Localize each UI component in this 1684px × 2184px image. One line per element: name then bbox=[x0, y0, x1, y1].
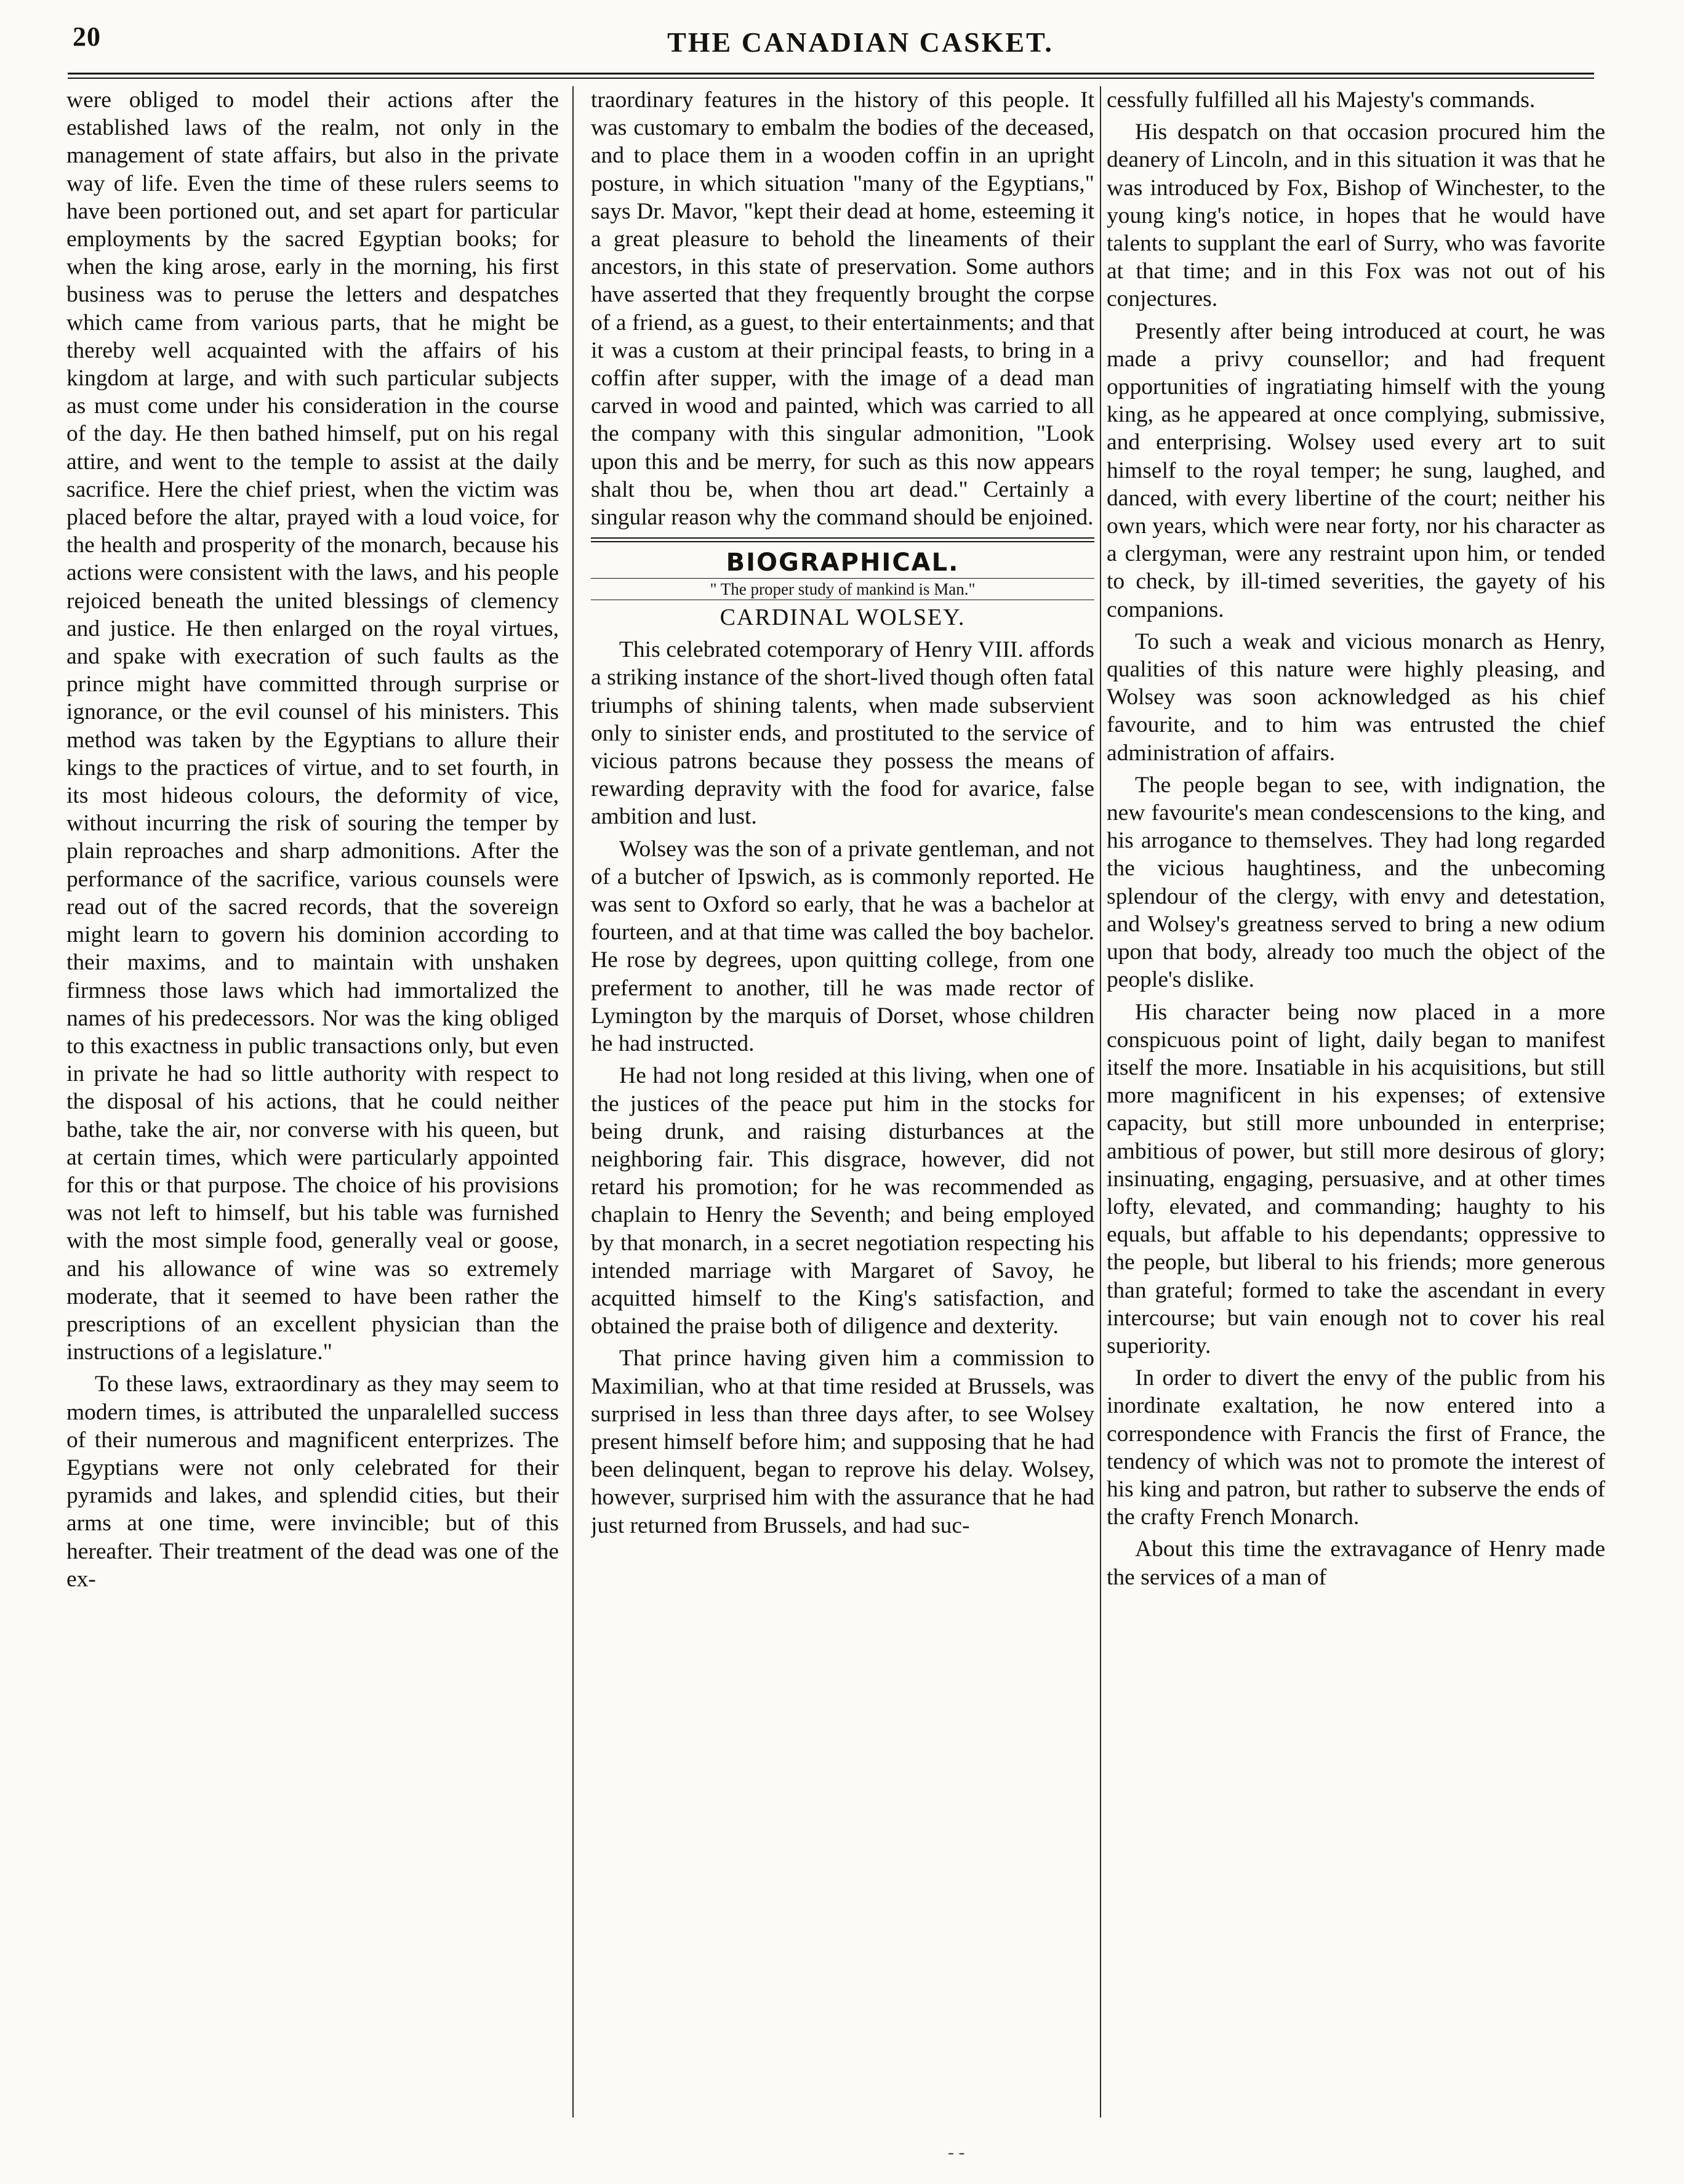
paragraph: He had not long resided at this living, when one of the justices of the peace put him in the stocks for being drunk, and raising disturbances at the neighboring fair. This disgrace, however, did not retard his promotion; for he was recommended as chaplain to Henry the Seventh; and being employed by that monarch, in a secret negotiation respecting his intended marriage with Margaret of Savoy, he acquitted himself to the King's satisfaction, and obtained the praise both of diligence and dexterity. bbox=[591, 1063, 1094, 1339]
section-rule bbox=[591, 537, 1094, 542]
paragraph: Wolsey was the son of a private gentleman, and not of a butcher of Ipswich, as is commonly reported. He was sent to Oxford so early, that he was a bachelor at fourteen, and at that time was called the boy bachelor. He rose by degrees, upon quitting college, from one preferment to another, till he was made rector of Lymington by the marquis of Dorset, whose children he had instructed. bbox=[591, 836, 1094, 1057]
section-heading: BIOGRAPHICAL. bbox=[726, 548, 960, 577]
column-1 bbox=[66, 86, 559, 2130]
paragraph: The people began to see, with indignation, the new favourite's mean condescensions to the king, and his arrogance to themselves. They had long regarded the vicious haughtiness, and the unbecoming splendour of the clergy, with envy and detestation, and Wolsey's greatness served to bring a new odium upon that body, already too much the object of the people's dislike. bbox=[1107, 772, 1605, 993]
paragraph: traordinary features in the history of this people. It was customary to embalm the bodies of the deceased, and to place them in a wooden coffin in an upright posture, in which situation "many of the Egyptians," says Dr. Mavor, "kept their dead at home, esteeming it a great pleasure to behold the lineaments of their ancestors, in this state of preservation. Some authors have asserted that they frequently brought the corpse of a friend, as a guest, to their entertainments; and that it was a custom at their principal feasts, to bring in a coffin after supper, with the image of a dead man carved in wood and painted, which was carried to all the company with this singular admonition, "Look upon this and be merry, for such as this now appears shalt thou be, when thou art dead." Certainly a singular reason why the command should be enjoined. bbox=[591, 87, 1094, 531]
paragraph: That prince having given him a commission to Maximilian, who at that time resided at Brussels, was surprised in less than three days after, to see Wolsey present himself before him; and supposing that he had been delinquent, began to reprove his delay. Wolsey, however, surprised him with the assurance that he had just returned from Brussels, and had suc- bbox=[591, 1346, 1094, 1538]
header-rule bbox=[68, 73, 1594, 79]
paragraph: To such a weak and vicious monarch as Henry, qualities of this nature were highly pleasing, and Wolsey was soon acknowledged as his chief favourite, and to him was entrusted the chief administration of affairs. bbox=[1107, 628, 1605, 766]
paragraph: This celebrated cotemporary of Henry VIII. affords a striking instance of the short-lived though often fatal triumphs of shining talents, when made subservient only to sinister ends, and prostituted to the service of vicious patrons because they possess the means of rewarding depravity with the food for avarice, false ambition and lust. bbox=[591, 637, 1094, 830]
article-title: CARDINAL WOLSEY. bbox=[720, 604, 966, 631]
column-2 bbox=[591, 86, 1094, 2130]
paragraph: About this time the extravagance of Henry made the services of a man of bbox=[1107, 1536, 1605, 1590]
page-number: 20 bbox=[73, 22, 101, 52]
paragraph: His despatch on that occasion procured him the deanery of Lincoln, and in this situation it was that he was introduced by Fox, Bishop of Winchester, to the young king's notice, in hopes that he would have talents to supplant the earl of Surry, who was favorite at that time; and in this Fox was not out of his conjectures. bbox=[1107, 119, 1605, 312]
paragraph: Presently after being introduced at court, he was made a privy counsellor; and had frequent opportunities of ingratiating himself with the young king, as he appeared at once complying, submissive, and enterprising. Wolsey used every art to suit himself to the royal temper; he sung, laughed, and danced, with every libertine of the court; neither his own years, which were near forty, nor his character as a clergyman, were any restraint upon him, or tended to check, by ill-timed severities, the gayety of his companions. bbox=[1107, 318, 1605, 622]
column-divider bbox=[572, 86, 574, 2118]
paragraph: cessfully fulfilled all his Majesty's commands. bbox=[1107, 87, 1536, 113]
column-3 bbox=[1107, 86, 1605, 2130]
paragraph: His character being now placed in a more conspicuous point of light, daily began to manifest itself the more. Insatiable in his acquisitions, but still more magnificent in his expenses; of extensive capacity, but still more unbounded in enterprise; ambitious of power, but still more desirous of glory; insinuating, engaging, persuasive, and at other times lofty, elevated, and commanding; haughty to his equals, but affable to his dependants; oppressive to the people, but liberal to his friends; more generous than grateful; formed to take the ascendant in every intercourse; but vain enough not to cover his real superiority. bbox=[1107, 999, 1605, 1359]
print-mark: - - bbox=[948, 2142, 965, 2162]
running-head: THE CANADIAN CASKET. bbox=[667, 26, 1054, 58]
paragraph: were obliged to model their actions after the established laws of the realm, not only in the management of state affairs, but also in the private way of life. Even the time of these rulers seems to have been portioned out, and set apart for particular employments by the sacred Egyptian books; for when the king arose, early in the morning, his first business was to peruse the letters and despatches which came from various parts, that he might be thereby well acquainted with the affairs of his kingdom at large, and with such particular subjects as must come under his consideration in the course of the day. He then bathed himself, put on his regal attire, and went to the temple to assist at the daily sacrifice. Here the chief priest, when the victim was placed before the altar, prayed with a loud voice, for the health and prosperity of the monarch, because his actions were consistent with the laws, and his people rejoiced beneath the united blessings of clemency and justice. He then enlarged on the royal virtues, and spake with execration of such faults as the prince might have committed through surprise or ignorance, or the evil counsel of his ministers. This method was taken by the Egyptians to allure their kings to the practices of virtue, and to set fourth, in its most hideous colours, the deformity of vice, without incurring the risk of souring the temper by plain reproaches and sharp admonitions. After the performance of the sacrifice, various counsels were read out of the sacred records, that the sovereign might learn to govern his dominion according to their maxims, and to maintain with unshaken firmness those laws which had immortalized the names of his predecessors. Nor was the king obliged to this exactness in public transactions only, but even in private he had so little authority with respect to the disposal of his actions, that he could neither bathe, take the air, nor converse with his queen, but at certain times, which were particularly appointed for this or that purpose. The choice of his provisions was not left to himself, but his table was furnished with the most simple food, generally veal or goose, and his allowance of wine was so extremely moderate, that it seemed to have been rather the prescriptions of an excellent physician than the instructions of a legislature." bbox=[66, 87, 559, 1365]
paragraph: In order to divert the envy of the public from his inordinate exaltation, he now entered into a correspondence with Francis the first of France, the tendency of which was not to promote the interest of his king and patron, but rather to subserve the ends of the crafty French Monarch. bbox=[1107, 1365, 1605, 1530]
paragraph: To these laws, extraordinary as they may seem to modern times, is attributed the unparalelled success of their numerous and magnificent enterprizes. The Egyptians were not only celebrated for their pyramids and lakes, and splendid cities, but their arms at one time, were invincible; but of this hereafter. Their treatment of the dead was one of the ex- bbox=[66, 1371, 559, 1592]
column-divider bbox=[1100, 86, 1101, 2118]
section-motto: " The proper study of mankind is Man." bbox=[591, 578, 1094, 600]
